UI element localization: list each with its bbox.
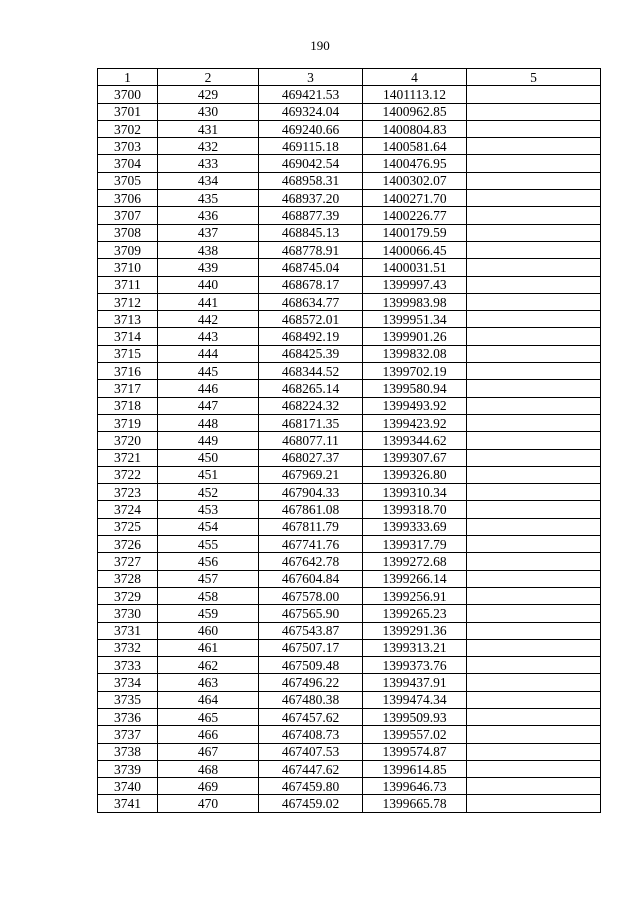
table-cell-col-1: 3734 — [98, 674, 158, 691]
table-cell-col-1: 3740 — [98, 778, 158, 795]
table-cell-col-4: 1399557.02 — [363, 726, 467, 743]
table-cell-col-5 — [467, 345, 601, 362]
table-cell-col-3: 467408.73 — [259, 726, 363, 743]
table-row — [98, 293, 601, 310]
table-cell-col-3: 468572.01 — [259, 311, 363, 328]
table-cell-col-2: 460 — [158, 622, 259, 639]
table-cell-col-4: 1399373.76 — [363, 657, 467, 674]
table-row — [98, 743, 601, 760]
table-cell-col-5 — [467, 103, 601, 120]
table-cell-col-4: 1399272.68 — [363, 553, 467, 570]
table-cell-col-3: 468344.52 — [259, 363, 363, 380]
table-cell-col-5 — [467, 536, 601, 553]
table-cell-col-2: 431 — [158, 120, 259, 137]
column-header-4: 4 — [363, 69, 467, 86]
table-cell-col-5 — [467, 432, 601, 449]
table-cell-col-5 — [467, 726, 601, 743]
table-cell-col-2: 458 — [158, 587, 259, 604]
table-cell-col-5 — [467, 86, 601, 103]
table-cell-col-3: 467578.00 — [259, 587, 363, 604]
table-row — [98, 501, 601, 518]
table-cell-col-3: 467459.80 — [259, 778, 363, 795]
table-cell-col-1: 3708 — [98, 224, 158, 241]
table-cell-col-4: 1399313.21 — [363, 639, 467, 656]
table-cell-col-3: 468937.20 — [259, 190, 363, 207]
table-cell-col-3: 468877.39 — [259, 207, 363, 224]
column-header-3: 3 — [259, 69, 363, 86]
table-cell-col-1: 3729 — [98, 587, 158, 604]
table-cell-col-2: 463 — [158, 674, 259, 691]
table-body — [98, 86, 601, 812]
table-cell-col-1: 3719 — [98, 414, 158, 431]
table-cell-col-3: 467741.76 — [259, 536, 363, 553]
table-row — [98, 311, 601, 328]
table-cell-col-4: 1400271.70 — [363, 190, 467, 207]
table-cell-col-1: 3731 — [98, 622, 158, 639]
table-cell-col-4: 1399310.34 — [363, 484, 467, 501]
table-cell-col-3: 467969.21 — [259, 466, 363, 483]
table-cell-col-5 — [467, 397, 601, 414]
table-row — [98, 397, 601, 414]
table-cell-col-2: 455 — [158, 536, 259, 553]
table-cell-col-2: 449 — [158, 432, 259, 449]
table-cell-col-4: 1400581.64 — [363, 138, 467, 155]
table-cell-col-1: 3714 — [98, 328, 158, 345]
column-header-5: 5 — [467, 69, 601, 86]
table-cell-col-4: 1399702.19 — [363, 363, 467, 380]
table-row — [98, 103, 601, 120]
table-row — [98, 708, 601, 725]
table-cell-col-1: 3736 — [98, 708, 158, 725]
table-cell-col-3: 467543.87 — [259, 622, 363, 639]
table-cell-col-2: 446 — [158, 380, 259, 397]
table-row — [98, 224, 601, 241]
table-cell-col-3: 468425.39 — [259, 345, 363, 362]
table-cell-col-4: 1399256.91 — [363, 587, 467, 604]
column-header-1: 1 — [98, 69, 158, 86]
table-cell-col-1: 3718 — [98, 397, 158, 414]
table-cell-col-2: 452 — [158, 484, 259, 501]
table-cell-col-4: 1399437.91 — [363, 674, 467, 691]
table-cell-col-1: 3701 — [98, 103, 158, 120]
table-cell-col-3: 468265.14 — [259, 380, 363, 397]
table-cell-col-4: 1400066.45 — [363, 241, 467, 258]
table-cell-col-2: 468 — [158, 760, 259, 777]
table-cell-col-5 — [467, 760, 601, 777]
table-cell-col-1: 3713 — [98, 311, 158, 328]
table-cell-col-2: 443 — [158, 328, 259, 345]
table-cell-col-2: 444 — [158, 345, 259, 362]
table-cell-col-3: 467861.08 — [259, 501, 363, 518]
table-cell-col-1: 3702 — [98, 120, 158, 137]
table-cell-col-2: 459 — [158, 605, 259, 622]
table-cell-col-3: 468027.37 — [259, 449, 363, 466]
table-cell-col-3: 468224.32 — [259, 397, 363, 414]
table-cell-col-5 — [467, 501, 601, 518]
table-cell-col-3: 469324.04 — [259, 103, 363, 120]
table-header-row — [98, 69, 601, 86]
table-cell-col-1: 3707 — [98, 207, 158, 224]
table-cell-col-1: 3715 — [98, 345, 158, 362]
table-cell-col-1: 3704 — [98, 155, 158, 172]
table-cell-col-5 — [467, 466, 601, 483]
table-row — [98, 466, 601, 483]
table-row — [98, 484, 601, 501]
table-cell-col-3: 467604.84 — [259, 570, 363, 587]
table-row — [98, 587, 601, 604]
table-row — [98, 155, 601, 172]
table-cell-col-2: 430 — [158, 103, 259, 120]
table-cell-col-4: 1399344.62 — [363, 432, 467, 449]
column-header-2: 2 — [158, 69, 259, 86]
table-cell-col-3: 467565.90 — [259, 605, 363, 622]
table-cell-col-5 — [467, 328, 601, 345]
table-cell-col-4: 1400302.07 — [363, 172, 467, 189]
table-cell-col-5 — [467, 293, 601, 310]
table-cell-col-1: 3735 — [98, 691, 158, 708]
table-cell-col-1: 3728 — [98, 570, 158, 587]
table-cell-col-3: 468634.77 — [259, 293, 363, 310]
table-cell-col-3: 467447.62 — [259, 760, 363, 777]
table-cell-col-3: 469240.66 — [259, 120, 363, 137]
table-cell-col-5 — [467, 743, 601, 760]
table-row — [98, 138, 601, 155]
table-cell-col-3: 468958.31 — [259, 172, 363, 189]
table-cell-col-1: 3739 — [98, 760, 158, 777]
table-cell-col-5 — [467, 518, 601, 535]
table-cell-col-5 — [467, 587, 601, 604]
table-cell-col-1: 3724 — [98, 501, 158, 518]
table-row — [98, 795, 601, 812]
table-cell-col-2: 456 — [158, 553, 259, 570]
table-cell-col-2: 467 — [158, 743, 259, 760]
table-row — [98, 328, 601, 345]
table-row — [98, 726, 601, 743]
table-row — [98, 207, 601, 224]
table-cell-col-5 — [467, 172, 601, 189]
table-cell-col-2: 441 — [158, 293, 259, 310]
table-cell-col-4: 1399832.08 — [363, 345, 467, 362]
table-row — [98, 605, 601, 622]
table-cell-col-1: 3737 — [98, 726, 158, 743]
table-cell-col-5 — [467, 778, 601, 795]
table-cell-col-2: 442 — [158, 311, 259, 328]
table-cell-col-2: 445 — [158, 363, 259, 380]
table-cell-col-4: 1399307.67 — [363, 449, 467, 466]
table-cell-col-3: 467509.48 — [259, 657, 363, 674]
table-cell-col-5 — [467, 605, 601, 622]
table-cell-col-3: 468171.35 — [259, 414, 363, 431]
table-cell-col-3: 467642.78 — [259, 553, 363, 570]
table-row — [98, 120, 601, 137]
table-cell-col-5 — [467, 276, 601, 293]
table-cell-col-2: 437 — [158, 224, 259, 241]
table-cell-col-4: 1400179.59 — [363, 224, 467, 241]
table-cell-col-2: 433 — [158, 155, 259, 172]
table-row — [98, 674, 601, 691]
table-row — [98, 86, 601, 103]
table-cell-col-5 — [467, 259, 601, 276]
table-cell-col-1: 3730 — [98, 605, 158, 622]
table-cell-col-4: 1399997.43 — [363, 276, 467, 293]
table-cell-col-3: 469042.54 — [259, 155, 363, 172]
table-cell-col-4: 1401113.12 — [363, 86, 467, 103]
table-cell-col-4: 1399983.98 — [363, 293, 467, 310]
table-cell-col-2: 436 — [158, 207, 259, 224]
table-cell-col-2: 457 — [158, 570, 259, 587]
table-cell-col-4: 1399951.34 — [363, 311, 467, 328]
table-cell-col-4: 1399318.70 — [363, 501, 467, 518]
table-cell-col-3: 467496.22 — [259, 674, 363, 691]
table-cell-col-4: 1399580.94 — [363, 380, 467, 397]
table-cell-col-3: 468077.11 — [259, 432, 363, 449]
table-cell-col-4: 1399493.92 — [363, 397, 467, 414]
table-cell-col-4: 1400962.85 — [363, 103, 467, 120]
table-cell-col-4: 1399901.26 — [363, 328, 467, 345]
table-cell-col-5 — [467, 708, 601, 725]
table-cell-col-5 — [467, 155, 601, 172]
table-row — [98, 259, 601, 276]
table-cell-col-3: 467480.38 — [259, 691, 363, 708]
table-cell-col-5 — [467, 657, 601, 674]
table-cell-col-1: 3717 — [98, 380, 158, 397]
table-row — [98, 276, 601, 293]
table-cell-col-2: 451 — [158, 466, 259, 483]
table-cell-col-3: 468845.13 — [259, 224, 363, 241]
table-cell-col-5 — [467, 622, 601, 639]
table-cell-col-3: 468778.91 — [259, 241, 363, 258]
table-row — [98, 570, 601, 587]
table-cell-col-1: 3722 — [98, 466, 158, 483]
table-cell-col-4: 1399646.73 — [363, 778, 467, 795]
table-cell-col-1: 3726 — [98, 536, 158, 553]
table-cell-col-5 — [467, 553, 601, 570]
table-row — [98, 190, 601, 207]
table-row — [98, 449, 601, 466]
table-cell-col-3: 467457.62 — [259, 708, 363, 725]
table-cell-col-1: 3732 — [98, 639, 158, 656]
table-cell-col-1: 3712 — [98, 293, 158, 310]
table-cell-col-4: 1399474.34 — [363, 691, 467, 708]
table-row — [98, 639, 601, 656]
table-row — [98, 241, 601, 258]
table-cell-col-1: 3721 — [98, 449, 158, 466]
table-cell-col-1: 3706 — [98, 190, 158, 207]
table-cell-col-1: 3723 — [98, 484, 158, 501]
table-cell-col-2: 453 — [158, 501, 259, 518]
table-cell-col-2: 470 — [158, 795, 259, 812]
table-cell-col-5 — [467, 311, 601, 328]
table-cell-col-3: 468678.17 — [259, 276, 363, 293]
table-cell-col-2: 461 — [158, 639, 259, 656]
table-cell-col-4: 1399614.85 — [363, 760, 467, 777]
table-cell-col-5 — [467, 795, 601, 812]
table-cell-col-5 — [467, 207, 601, 224]
coordinates-table — [97, 68, 601, 813]
page-number: 190 — [310, 38, 330, 53]
table-cell-col-4: 1399665.78 — [363, 795, 467, 812]
table-cell-col-2: 448 — [158, 414, 259, 431]
table-cell-col-1: 3725 — [98, 518, 158, 535]
table-cell-col-2: 454 — [158, 518, 259, 535]
table-cell-col-4: 1399574.87 — [363, 743, 467, 760]
table-cell-col-3: 467459.02 — [259, 795, 363, 812]
table-cell-col-1: 3720 — [98, 432, 158, 449]
table-row — [98, 432, 601, 449]
table-cell-col-1: 3741 — [98, 795, 158, 812]
table-cell-col-5 — [467, 363, 601, 380]
table-row — [98, 536, 601, 553]
table-cell-col-3: 468745.04 — [259, 259, 363, 276]
table-cell-col-5 — [467, 120, 601, 137]
table-cell-col-3: 467811.79 — [259, 518, 363, 535]
table-row — [98, 622, 601, 639]
table-cell-col-2: 466 — [158, 726, 259, 743]
table-cell-col-4: 1399291.36 — [363, 622, 467, 639]
table-cell-col-2: 464 — [158, 691, 259, 708]
table-cell-col-2: 447 — [158, 397, 259, 414]
table-cell-col-5 — [467, 449, 601, 466]
table-cell-col-2: 439 — [158, 259, 259, 276]
table-cell-col-4: 1400476.95 — [363, 155, 467, 172]
table-row — [98, 760, 601, 777]
table-row — [98, 363, 601, 380]
table-cell-col-3: 467507.17 — [259, 639, 363, 656]
table-cell-col-2: 450 — [158, 449, 259, 466]
table-cell-col-2: 440 — [158, 276, 259, 293]
table-cell-col-4: 1399333.69 — [363, 518, 467, 535]
table-cell-col-5 — [467, 639, 601, 656]
table-row — [98, 380, 601, 397]
table-row — [98, 657, 601, 674]
table-cell-col-1: 3703 — [98, 138, 158, 155]
table-cell-col-2: 435 — [158, 190, 259, 207]
table-row — [98, 345, 601, 362]
table-row — [98, 172, 601, 189]
table-cell-col-2: 434 — [158, 172, 259, 189]
table-cell-col-4: 1400031.51 — [363, 259, 467, 276]
table-cell-col-1: 3738 — [98, 743, 158, 760]
table-cell-col-3: 467407.53 — [259, 743, 363, 760]
table-row — [98, 553, 601, 570]
table-cell-col-5 — [467, 414, 601, 431]
table-cell-col-5 — [467, 241, 601, 258]
table-cell-col-1: 3716 — [98, 363, 158, 380]
table-cell-col-5 — [467, 674, 601, 691]
table-cell-col-5 — [467, 190, 601, 207]
table-cell-col-1: 3727 — [98, 553, 158, 570]
table-cell-col-1: 3733 — [98, 657, 158, 674]
table-row — [98, 414, 601, 431]
table-cell-col-3: 469115.18 — [259, 138, 363, 155]
table-cell-col-5 — [467, 484, 601, 501]
table-cell-col-3: 469421.53 — [259, 86, 363, 103]
table-row — [98, 778, 601, 795]
table-cell-col-2: 429 — [158, 86, 259, 103]
table-cell-col-4: 1399266.14 — [363, 570, 467, 587]
table-row — [98, 691, 601, 708]
table-cell-col-4: 1399509.93 — [363, 708, 467, 725]
table-cell-col-3: 467904.33 — [259, 484, 363, 501]
table-cell-col-1: 3705 — [98, 172, 158, 189]
table-row — [98, 518, 601, 535]
table-cell-col-1: 3700 — [98, 86, 158, 103]
table-cell-col-1: 3711 — [98, 276, 158, 293]
table-cell-col-4: 1400226.77 — [363, 207, 467, 224]
table-cell-col-4: 1399317.79 — [363, 536, 467, 553]
table-cell-col-2: 432 — [158, 138, 259, 155]
table-cell-col-5 — [467, 380, 601, 397]
table-cell-col-2: 469 — [158, 778, 259, 795]
table-cell-col-3: 468492.19 — [259, 328, 363, 345]
table-cell-col-4: 1400804.83 — [363, 120, 467, 137]
table-cell-col-1: 3710 — [98, 259, 158, 276]
table-cell-col-5 — [467, 224, 601, 241]
table-cell-col-4: 1399423.92 — [363, 414, 467, 431]
table-cell-col-5 — [467, 570, 601, 587]
table-cell-col-4: 1399265.23 — [363, 605, 467, 622]
table-cell-col-2: 465 — [158, 708, 259, 725]
table-cell-col-1: 3709 — [98, 241, 158, 258]
table-cell-col-4: 1399326.80 — [363, 466, 467, 483]
table-cell-col-2: 462 — [158, 657, 259, 674]
table-cell-col-5 — [467, 138, 601, 155]
table-cell-col-5 — [467, 691, 601, 708]
table-cell-col-2: 438 — [158, 241, 259, 258]
